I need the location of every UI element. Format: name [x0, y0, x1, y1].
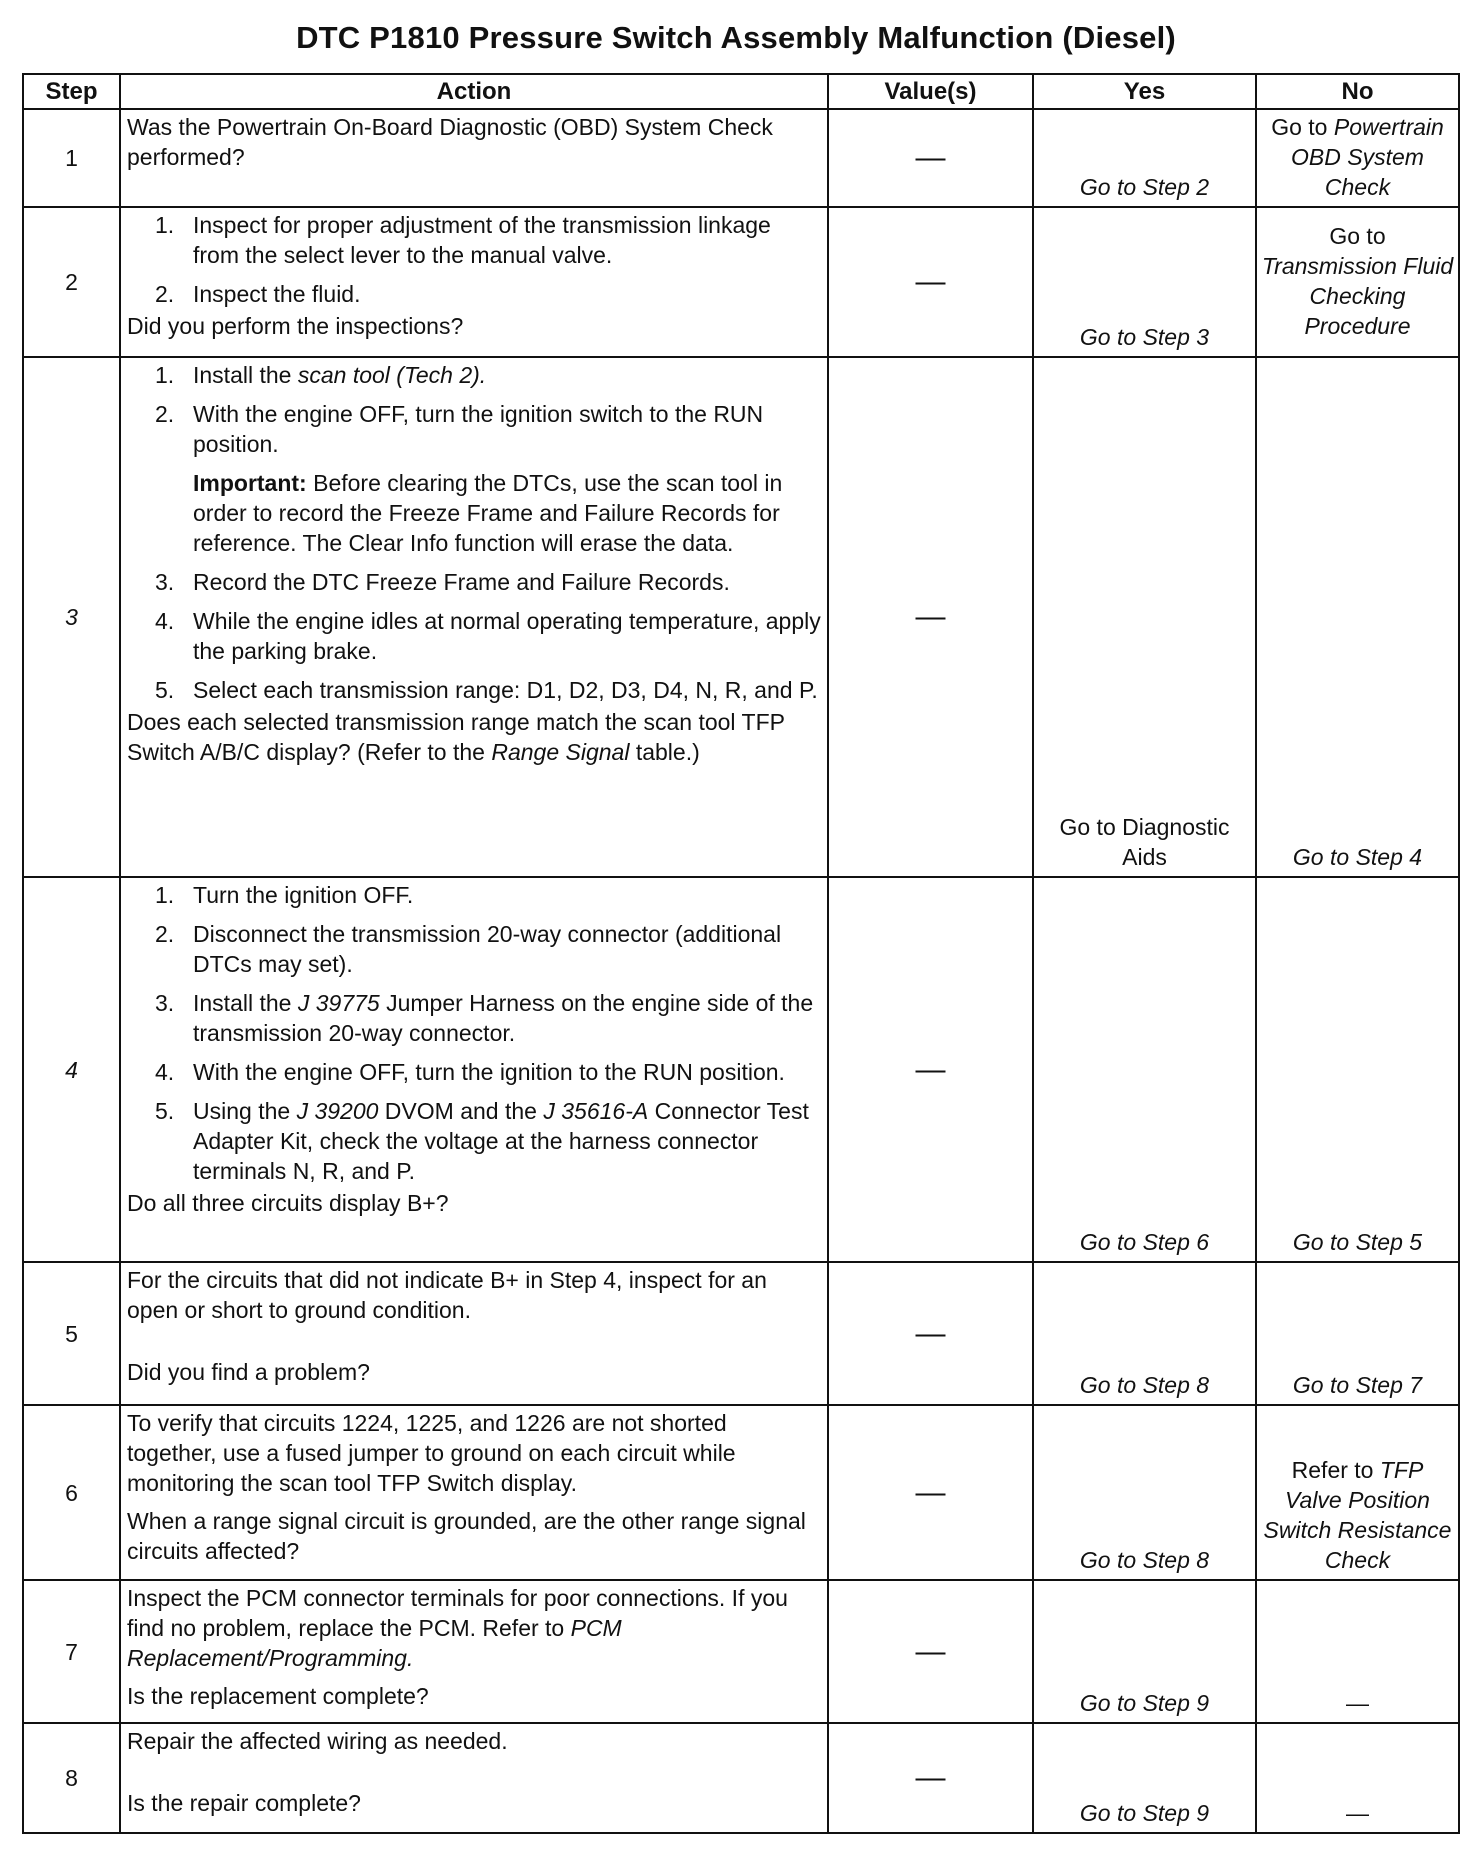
- yes-cell: [1033, 357, 1256, 877]
- step-number: 1: [23, 109, 120, 207]
- procedure-step: 1. Inspect for proper adjustment of the transmission linkage from the select lever to the manual valve.: [155, 212, 771, 268]
- procedure-step: 3. Install the J 39775 Jumper Harness on the engine side of the transmission 20-way connector.: [155, 990, 814, 1046]
- value-cell: —: [828, 1580, 1033, 1723]
- diagnostic-table: [22, 73, 1460, 1834]
- action-text: Inspect the PCM connector terminals for poor connections. If you find no problem, replace the PCM. Refer to PCM Replacement/Programming.: [127, 1585, 788, 1671]
- procedure-step: 2. Disconnect the transmission 20-way connector (additional DTCs may set).: [155, 921, 782, 977]
- question-text: Do all three circuits display B+?: [127, 1190, 449, 1216]
- yes-link[interactable]: Go to Step 8: [1079, 1547, 1210, 1573]
- table-row: [23, 357, 1459, 877]
- value-cell: —: [828, 1723, 1033, 1833]
- no-link[interactable]: Go to Step 5: [1292, 1229, 1423, 1255]
- yes-cell: [1033, 207, 1256, 357]
- no-link[interactable]: Refer to TFP Valve Position Switch Resistance Check: [1263, 1457, 1452, 1573]
- yes-link[interactable]: Go to Step 8: [1079, 1372, 1210, 1398]
- table-row: [23, 1580, 1459, 1723]
- table-row: [23, 207, 1459, 357]
- step-number: 4: [23, 877, 120, 1262]
- procedure-step: 2. Inspect the fluid.: [155, 281, 361, 307]
- step-number: 2: [23, 207, 120, 357]
- action-cell: [120, 109, 828, 207]
- no-cell: [1256, 1262, 1459, 1405]
- procedure-step: 5. Using the J 39200 DVOM and the J 35616-A Connector Test Adapter Kit, check the voltage at the harness connector terminals N, R, and P.: [155, 1098, 809, 1184]
- procedure-step: 4. With the engine OFF, turn the ignition to the RUN position.: [155, 1059, 785, 1085]
- question-text: Is the replacement complete?: [127, 1683, 429, 1709]
- yes-cell: [1033, 1723, 1256, 1833]
- table-row: [23, 1262, 1459, 1405]
- yes-link[interactable]: Go to Step 9: [1079, 1800, 1210, 1826]
- no-cell: [1256, 207, 1459, 357]
- question-text: When a range signal circuit is grounded, are the other range signal circuits affected?: [127, 1508, 806, 1564]
- pcm-replacement-link[interactable]: PCM Replacement/Programming.: [127, 1615, 622, 1671]
- no-cell: [1256, 877, 1459, 1262]
- no-cell: [1256, 109, 1459, 207]
- value-cell: —: [828, 357, 1033, 877]
- no-link[interactable]: Go to Powertrain OBD System Check: [1271, 114, 1444, 200]
- yes-link[interactable]: Go to Step 6: [1079, 1229, 1210, 1255]
- yes-link[interactable]: Go to Diagnostic Aids: [1059, 814, 1230, 870]
- action-cell: [120, 1723, 828, 1833]
- no-cell: [1256, 1405, 1459, 1580]
- action-text: Repair the affected wiring as needed.: [127, 1728, 508, 1754]
- important-note: Important: Before clearing the DTCs, use the scan tool in order to record the Freeze Frame and Failure Records for reference. The Clear Info function will erase the data.: [193, 470, 783, 556]
- question-text: Did you perform the inspections?: [127, 313, 464, 339]
- question-text: Did you find a problem?: [127, 1359, 370, 1385]
- value-cell: —: [828, 1262, 1033, 1405]
- yes-cell: [1033, 877, 1256, 1262]
- no-cell: [1256, 357, 1459, 877]
- action-cell: [120, 1262, 828, 1405]
- yes-link[interactable]: Go to Step 3: [1079, 324, 1210, 350]
- value-cell: —: [828, 1405, 1033, 1580]
- no-cell: —: [1256, 1580, 1459, 1723]
- action-cell: [120, 207, 828, 357]
- header-values: Value(s): [828, 74, 1033, 109]
- question-text: Is the repair complete?: [127, 1790, 361, 1816]
- yes-link[interactable]: Go to Step 2: [1079, 174, 1210, 200]
- no-cell: —: [1256, 1723, 1459, 1833]
- action-cell: [120, 1405, 828, 1580]
- procedure-step: 1. Install the scan tool (Tech 2).: [155, 362, 487, 388]
- no-link[interactable]: Go to Transmission Fluid Checking Procedure: [1261, 223, 1454, 339]
- step-number: 6: [23, 1405, 120, 1580]
- action-text: To verify that circuits 1224, 1225, and 1226 are not shorted together, use a fused jumper to ground on each circuit while monitoring the scan tool TFP Switch display.: [127, 1410, 736, 1496]
- action-text: Was the Powertrain On-Board Diagnostic (OBD) System Check performed?: [127, 114, 773, 170]
- step-number: 7: [23, 1580, 120, 1723]
- procedure-step: 2. With the engine OFF, turn the ignition switch to the RUN position.: [155, 401, 764, 457]
- yes-cell: [1033, 1580, 1256, 1723]
- range-signal-link[interactable]: Range Signal: [491, 739, 630, 765]
- table-row: [23, 1405, 1459, 1580]
- header-action: Action: [120, 74, 828, 109]
- value-cell: —: [828, 207, 1033, 357]
- procedure-step: 4. While the engine idles at normal operating temperature, apply the parking brake.: [155, 608, 821, 664]
- yes-cell: [1033, 1405, 1256, 1580]
- yes-cell: [1033, 109, 1256, 207]
- header-yes: Yes: [1033, 74, 1256, 109]
- procedure-step: 1. Turn the ignition OFF.: [155, 882, 414, 908]
- yes-cell: [1033, 1262, 1256, 1405]
- header-step: Step: [23, 74, 120, 109]
- value-cell: —: [828, 109, 1033, 207]
- action-cell: [120, 1580, 828, 1723]
- step-number: 8: [23, 1723, 120, 1833]
- no-link[interactable]: Go to Step 7: [1292, 1372, 1423, 1398]
- table-row: [23, 1723, 1459, 1833]
- table-row: [23, 877, 1459, 1262]
- action-cell: [120, 877, 828, 1262]
- value-cell: —: [828, 877, 1033, 1262]
- no-link[interactable]: Go to Step 4: [1292, 844, 1423, 870]
- yes-link[interactable]: Go to Step 9: [1079, 1690, 1210, 1716]
- step-number: 5: [23, 1262, 120, 1405]
- table-header-row: [23, 74, 1459, 109]
- page-title: DTC P1810 Pressure Switch Assembly Malfunction (Diesel): [296, 20, 1176, 55]
- procedure-step: 5. Select each transmission range: D1, D2, D3, D4, N, R, and P.: [155, 677, 818, 703]
- action-cell: [120, 357, 828, 877]
- step-number: 3: [23, 357, 120, 877]
- question-text: Does each selected transmission range match the scan tool TFP Switch A/B/C display? (Refer to the Range Signal table.): [127, 709, 785, 765]
- action-text: For the circuits that did not indicate B+ in Step 4, inspect for an open or short to ground condition.: [127, 1267, 767, 1323]
- header-no: No: [1256, 74, 1459, 109]
- table-row: [23, 109, 1459, 207]
- procedure-step: 3. Record the DTC Freeze Frame and Failure Records.: [155, 569, 730, 595]
